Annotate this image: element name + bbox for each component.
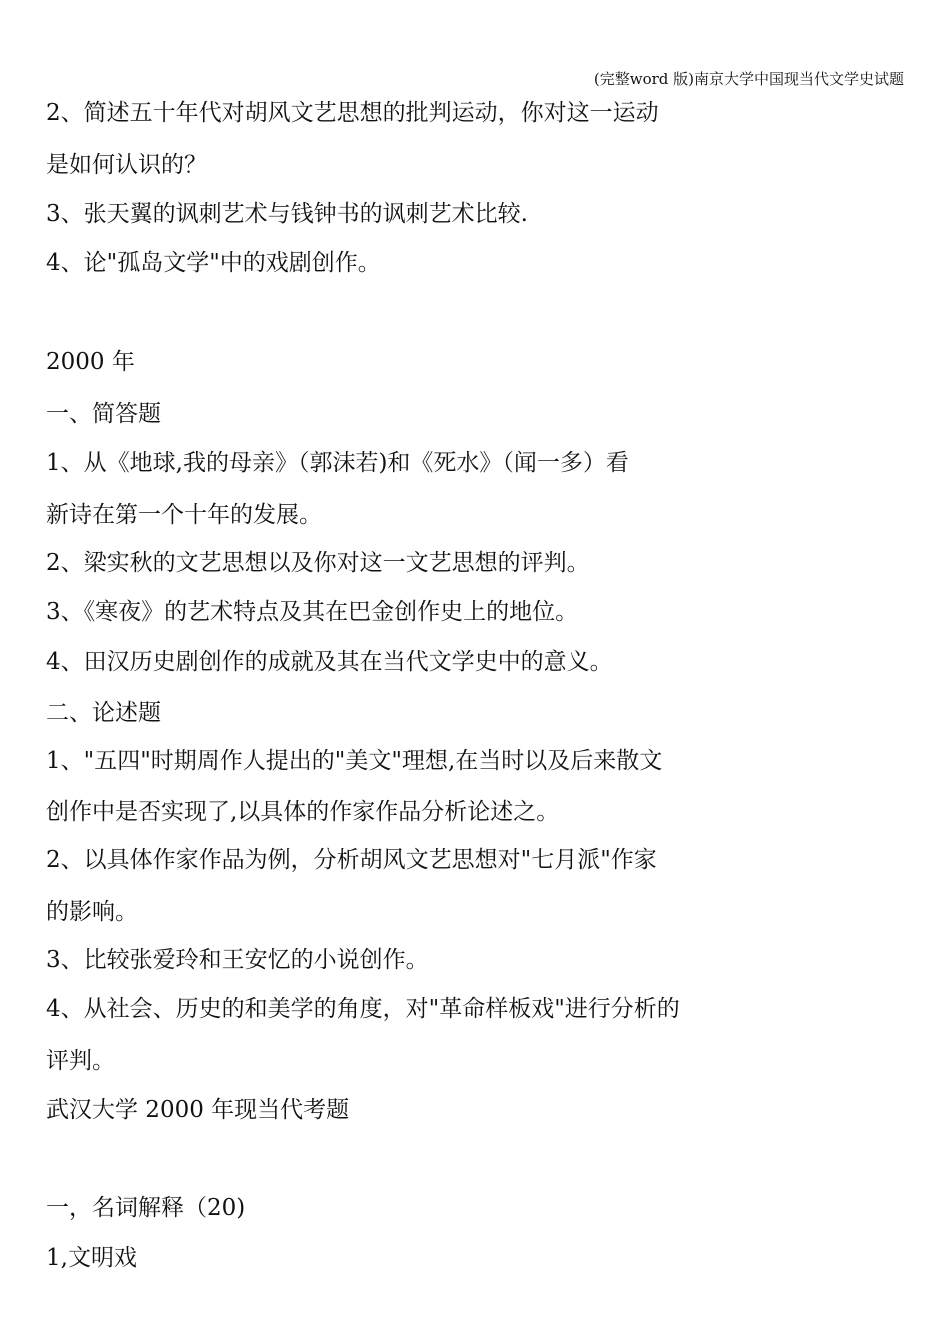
text-line: 2、简述五十年代对胡风文艺思想的批判运动，你对这一运动 (46, 100, 659, 126)
year-heading: 2000 年 (46, 349, 135, 375)
exam-title: 武汉大学 2000 年现当代考题 (46, 1097, 350, 1123)
text-line: 2、以具体作家作品为例，分析胡风文艺思想对"七月派"作家 (46, 847, 657, 873)
text-line: 新诗在第一个十年的发展。 (46, 502, 322, 528)
text-line: 评判。 (46, 1048, 115, 1074)
text-line: 是如何认识的？ (46, 152, 207, 178)
text-line: 4、论"孤岛文学"中的戏剧创作。 (46, 250, 381, 276)
section-heading: 二、论述题 (46, 700, 161, 726)
section-heading: 一、简答题 (46, 401, 161, 427)
text-line: 1、从《地球,我的母亲》（郭沫若)和《死水》（闻一多）看 (46, 450, 629, 476)
text-line: 3、《寒夜》的艺术特点及其在巴金创作史上的地位。 (46, 599, 579, 625)
text-line: 4、田汉历史剧创作的成就及其在当代文学史中的意义。 (46, 649, 613, 675)
text-line: 1、"五四"时期周作人提出的"美文"理想,在当时以及后来散文 (46, 748, 663, 774)
text-line: 3、比较张爱玲和王安忆的小说创作。 (46, 947, 429, 973)
text-line: 4、从社会、历史的和美学的角度，对"革命样板戏"进行分析的 (46, 996, 680, 1022)
text-line: 3、张天翼的讽刺艺术与钱钟书的讽刺艺术比较. (46, 201, 528, 227)
text-line: 2、梁实秋的文艺思想以及你对这一文艺思想的评判。 (46, 550, 590, 576)
document-header: (完整word 版)南京大学中国现当代文学史试题 (593, 70, 904, 88)
section-heading: 一，名词解释（20) (46, 1195, 246, 1221)
text-line: 创作中是否实现了,以具体的作家作品分析论述之。 (46, 799, 560, 825)
text-line: 1,文明戏 (46, 1245, 137, 1271)
text-line: 的影响。 (46, 899, 138, 925)
